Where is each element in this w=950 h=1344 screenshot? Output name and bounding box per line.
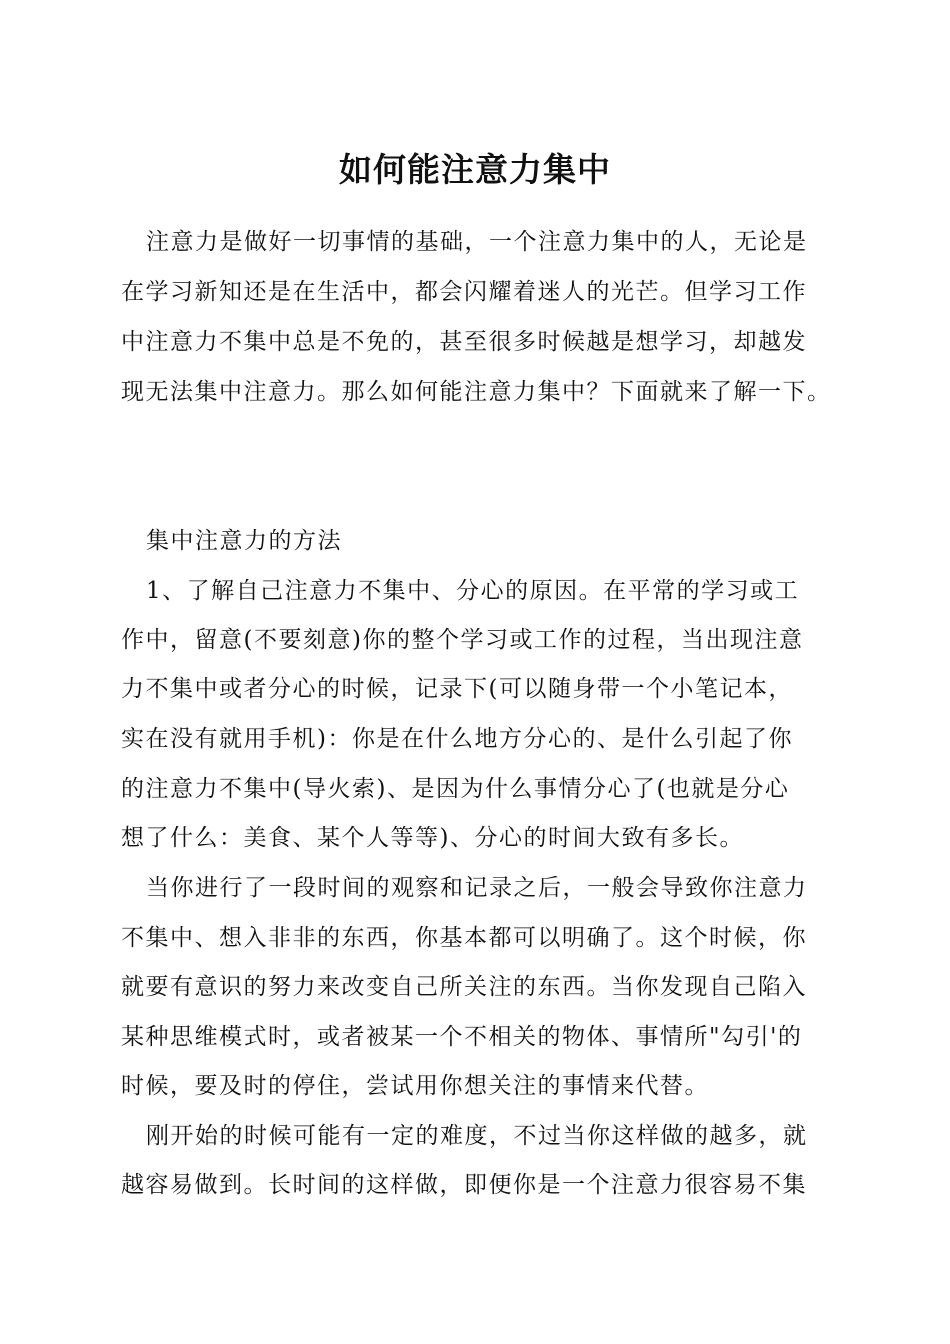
- paragraph-line: 现无法集中注意力。那么如何能注意力集中？下面就来了解一下。: [121, 379, 832, 405]
- paragraph-line: 注意力是做好一切事情的基础，一个注意力集中的人，无论是: [146, 229, 808, 255]
- paragraph-line: 不集中、想入非非的东西，你基本都可以明确了。这个时候，你: [121, 925, 807, 951]
- paragraph-line: 当你进行了一段时间的观察和记录之后，一般会导致你注意力: [146, 875, 808, 901]
- paragraph-line: 的注意力不集中(导火索)、是因为什么事情分心了(也就是分心: [121, 776, 790, 802]
- paragraph-line: 时候，要及时的停住，尝试用你想关注的事情来代替。: [121, 1073, 709, 1099]
- paragraph-line: 作中，留意(不要刻意)你的整个学习或工作的过程，当出现注意: [121, 627, 804, 653]
- paragraph-line: 在学习新知还是在生活中，都会闪耀着迷人的光芒。但学习工作: [121, 279, 807, 305]
- paragraph-line: 就要有意识的努力来改变自己所关注的东西。当你发现自己陷入: [121, 974, 807, 1000]
- paragraph-line: 力不集中或者分心的时候，记录下(可以随身带一个小笔记本，: [121, 676, 793, 702]
- page-title: 如何能注意力集中: [339, 150, 611, 189]
- section-heading: 集中注意力的方法: [146, 528, 342, 554]
- paragraph-line: 实在没有就用手机)：你是在什么地方分心的、是什么引起了你: [121, 726, 793, 752]
- paragraph-line: 1、了解自己注意力不集中、分心的原因。在平常的学习或工: [146, 578, 800, 604]
- paragraph-line: 中注意力不集中总是不免的，甚至很多时候越是想学习，却越发: [121, 329, 807, 355]
- paragraph-line: 某种思维模式时，或者被某一个不相关的物体、事情所"勾引'的: [121, 1024, 803, 1050]
- paragraph-line: 想了什么：美食、某个人等等)、分心的时间大致有多长。: [121, 825, 744, 851]
- paragraph-line: 刚开始的时候可能有一定的难度，不过当你这样做的越多，就: [146, 1123, 808, 1149]
- paragraph-line: 越容易做到。长时间的这样做，即便你是一个注意力很容易不集: [121, 1172, 807, 1198]
